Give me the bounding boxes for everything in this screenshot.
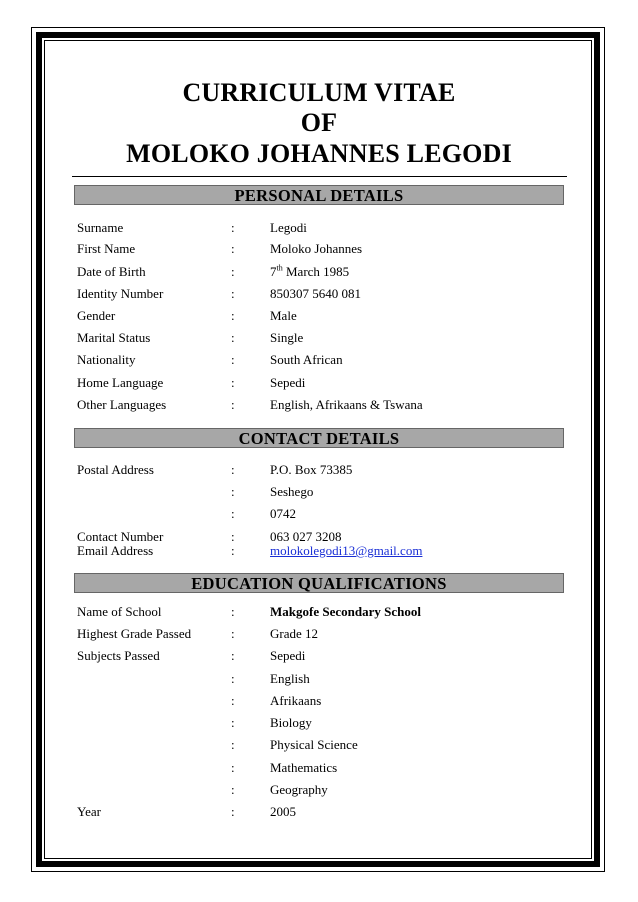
colon: : [231, 375, 235, 390]
field-value: 2005 [270, 804, 296, 819]
colon: : [231, 286, 235, 301]
field-label: Nationality [77, 352, 136, 367]
dob-rest: March 1985 [282, 264, 350, 279]
field-label: Year [77, 804, 101, 819]
colon: : [231, 604, 235, 619]
field-label: Surname [77, 220, 124, 235]
field-value: Seshego [270, 484, 314, 499]
row-first-name [0, 241, 638, 257]
row-date-of-birth [0, 264, 638, 280]
colon: : [231, 241, 235, 256]
colon: : [231, 397, 235, 412]
row-nationality [0, 352, 638, 368]
colon: : [231, 330, 235, 345]
row-postal-address-2 [0, 484, 638, 500]
row-postal-address-3 [0, 506, 638, 522]
field-label: Postal Address [77, 462, 154, 477]
field-label: Identity Number [77, 286, 164, 301]
field-label: First Name [77, 241, 136, 256]
email-link[interactable]: molokolegodi13@gmail.com [270, 543, 423, 558]
field-value: Afrikaans [270, 693, 322, 708]
field-value: Makgofe Secondary School [270, 604, 421, 619]
colon: : [231, 220, 235, 235]
colon: : [231, 506, 235, 521]
row-home-language [0, 375, 638, 391]
row-year [0, 804, 638, 820]
section-personal-details: PERSONAL DETAILS [74, 185, 564, 205]
row-subject [0, 737, 638, 753]
colon: : [231, 804, 235, 819]
field-label: Subjects Passed [77, 648, 160, 663]
title-line-2: OF [300, 108, 338, 137]
field-value: P.O. Box 73385 [270, 462, 353, 477]
dob-ordinal: th [276, 263, 283, 273]
field-label: Email Address [77, 543, 154, 558]
field-value: Sepedi [270, 375, 306, 390]
row-subject [0, 693, 638, 709]
dob-day: 7 [270, 264, 277, 279]
colon: : [231, 737, 235, 752]
field-value: English [270, 671, 310, 686]
colon: : [231, 626, 235, 641]
colon: : [231, 352, 235, 367]
title-line-1: CURRICULUM VITAE [182, 78, 456, 107]
section-contact-details: CONTACT DETAILS [74, 428, 564, 448]
field-value: Moloko Johannes [270, 241, 363, 256]
row-gender [0, 308, 638, 324]
colon: : [231, 782, 235, 797]
row-other-languages [0, 397, 638, 413]
field-value: 063 027 3208 [270, 529, 342, 544]
title-line-3: MOLOKO JOHANNES LEGODI [126, 139, 512, 168]
row-postal-address [0, 462, 638, 478]
row-name-of-school [0, 604, 638, 620]
field-value: 0742 [270, 506, 296, 521]
row-marital-status [0, 330, 638, 346]
field-value: Male [270, 308, 297, 323]
colon: : [231, 308, 235, 323]
title-underline [72, 176, 567, 177]
field-value: Geography [270, 782, 328, 797]
field-value: Single [270, 330, 304, 345]
row-highest-grade [0, 626, 638, 642]
field-label: Other Languages [77, 397, 167, 412]
colon: : [231, 648, 235, 663]
field-label: Date of Birth [77, 264, 146, 279]
field-value: Sepedi [270, 648, 306, 663]
field-value: Mathematics [270, 760, 338, 775]
field-value: Biology [270, 715, 312, 730]
colon: : [231, 693, 235, 708]
row-surname [0, 220, 638, 236]
row-identity-number [0, 286, 638, 302]
field-value: South African [270, 352, 343, 367]
colon: : [231, 264, 235, 279]
field-label: Name of School [77, 604, 162, 619]
colon: : [231, 543, 235, 558]
colon: : [231, 529, 235, 544]
field-value: Physical Science [270, 737, 358, 752]
field-value: Legodi [270, 220, 307, 235]
field-label: Gender [77, 308, 116, 323]
field-label: Home Language [77, 375, 164, 390]
field-value: English, Afrikaans & Tswana [270, 397, 423, 412]
row-subject [0, 760, 638, 776]
section-education-qualifications: EDUCATION QUALIFICATIONS [74, 573, 564, 593]
field-label: Contact Number [77, 529, 164, 544]
row-subject [0, 715, 638, 731]
row-subject [0, 671, 638, 687]
colon: : [231, 484, 235, 499]
row-subjects-passed [0, 648, 638, 664]
row-email-address [0, 543, 638, 559]
colon: : [231, 715, 235, 730]
field-value: Grade 12 [270, 626, 319, 641]
colon: : [231, 760, 235, 775]
colon: : [231, 671, 235, 686]
field-label: Highest Grade Passed [77, 626, 192, 641]
colon: : [231, 462, 235, 477]
field-label: Marital Status [77, 330, 151, 345]
row-subject [0, 782, 638, 798]
field-value [270, 264, 349, 280]
field-value: 850307 5640 081 [270, 286, 361, 301]
